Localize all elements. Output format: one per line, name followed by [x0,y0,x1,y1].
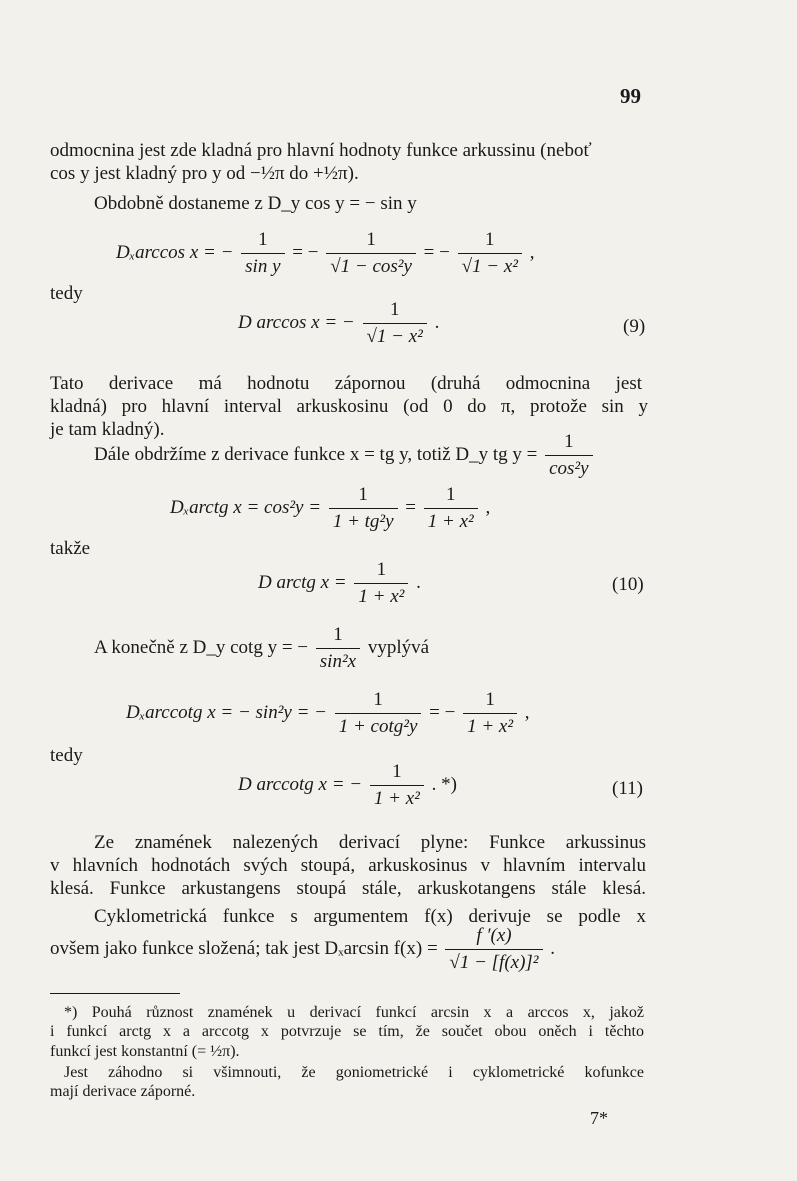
fraction-denominator: sin²x [316,648,360,673]
fraction-denominator: √1 − x² [363,323,427,348]
paragraph-5-text: A konečně z D_y cotg y = − [94,637,309,659]
footnote-1-line-1: *) Pouhá různost znamének u derivací funkcí arcsin x a arccos x, jakož [64,1004,644,1021]
paragraph-3-line-1: Tato derivace má hodnotu zápornou (druhá odmocnina jest [50,373,642,394]
paragraph-4 [94,432,596,480]
fraction-numerator: 1 [358,484,368,505]
equation-lhs: Dₓarccotg x = − sin²y = − [126,702,327,724]
fraction-denominator: 1 + x² [463,713,517,738]
fraction-denominator: √1 − [f(x)]² [445,949,542,974]
paragraph-1-line-2: cos y jest kladný pro y od −½π do +½π). [50,163,359,184]
paragraph-2: Obdobně dostaneme z D_y cos y = − sin y [94,193,417,214]
equation-lhs: Dₓarccos x = − [116,242,234,264]
paragraph-5-text-end: vyplývá [367,637,430,659]
word-tedy-2: tedy [50,745,83,766]
fraction-denominator: 1 + x² [354,583,408,608]
word-tedy-1: tedy [50,283,83,304]
equation-darccos-dx [116,230,535,278]
fraction-denominator: 1 + tg²y [329,508,398,533]
equation-number-10: (10) [612,574,644,595]
equation-tail: . [434,312,440,334]
page-number: 99 [620,84,641,108]
fraction-numerator: 1 [564,431,574,452]
paragraph-7-line-1: Cyklometrická funkce s argumentem f(x) derivuje se podle x [94,906,646,927]
footnote-2-line-2: mají derivace záporné. [50,1083,196,1100]
equation-number-9: (9) [623,316,646,337]
paragraph-6-line-3: klesá. Funkce arkustangens stoupá stále, arkuskotangens stále klesá. [50,878,646,899]
fraction-numerator: 1 [366,229,376,250]
equation-tail: , [524,702,530,724]
fraction-denominator: cos²y [545,455,592,480]
fraction-numerator: 1 [373,689,383,710]
footnote-2-line-1: Jest záhodno si všimnouti, že goniometrické i cyklometrické kofunkce [64,1064,644,1081]
equation-tail: , [485,497,491,519]
equation-9 [238,300,439,348]
equation-tail: . [550,938,556,960]
fraction-numerator: 1 [376,559,387,580]
paragraph-7-line-2 [50,926,555,974]
equals-sign: = [405,497,417,519]
footnote-1-line-2: i funkcí arctg x a arccotg x potvrzuje se tím, že součet obou oněch i těchto [50,1023,644,1040]
paragraph-3-line-2: kladná) pro hlavní interval arkuskosinu (od 0 do π, protože sin y [50,396,648,417]
equation-darctg-dx [170,485,490,533]
footnote-rule [50,993,180,994]
fraction-numerator: f ′(x) [476,925,512,946]
word-takze: takže [50,538,91,559]
fraction-numerator: 1 [258,229,268,250]
equals-sign: = − [292,242,319,264]
footnote-1-line-3: funkcí jest konstantní (= ½π). [50,1043,240,1060]
fraction-denominator: 1 + cotg²y [335,713,422,738]
equation-10 [258,560,421,608]
equation-tail: , [529,242,535,264]
fraction-denominator: 1 + x² [370,785,424,810]
equation-tail: . [416,572,421,594]
paragraph-1-line-1: odmocnina jest zde kladná pro hlavní hodnoty funkce arkussinu (neboť [50,140,592,161]
fraction-numerator: 1 [392,761,402,782]
fraction-numerator: 1 [485,689,495,710]
equation-lhs: D arccotg x = − [238,774,363,796]
paragraph-5 [94,625,429,673]
paragraph-6-line-2: v hlavních hodnotách svých stoupá, arkuskosinus v hlavním intervalu [50,855,646,876]
equation-darccotg-dx [126,690,530,738]
fraction-numerator: 1 [485,229,495,250]
fraction-numerator: 1 [445,484,456,505]
paragraph-3-line-3: je tam kladný). [50,419,165,440]
fraction-denominator: √1 − x² [458,253,522,278]
equation-11 [238,762,457,810]
equals-sign: = − [429,702,456,724]
fraction-denominator: √1 − cos²y [326,253,416,278]
equals-sign: = − [423,242,450,264]
fraction-numerator: 1 [389,299,400,320]
paragraph-7-text: ovšem jako funkce složená; tak jest Dₓarcsin f(x) = [50,938,438,960]
signature-mark: 7* [590,1108,608,1128]
equation-lhs: Dₓarctg x = cos²y = [170,497,322,519]
fraction-denominator: sin y [241,253,284,278]
paragraph-6-line-1: Ze znamének nalezených derivací plyne: Funkce arkussinus [94,832,646,853]
equation-number-11: (11) [612,778,643,799]
equation-lhs: D arccos x = − [238,312,355,334]
fraction-numerator: 1 [333,624,343,645]
fraction-denominator: 1 + x² [424,508,478,533]
equation-tail: . *) [431,774,457,796]
paragraph-4-text: Dále obdržíme z derivace funkce x = tg y, totiž D_y tg y = [94,444,538,466]
equation-lhs: D arctg x = [258,572,347,594]
